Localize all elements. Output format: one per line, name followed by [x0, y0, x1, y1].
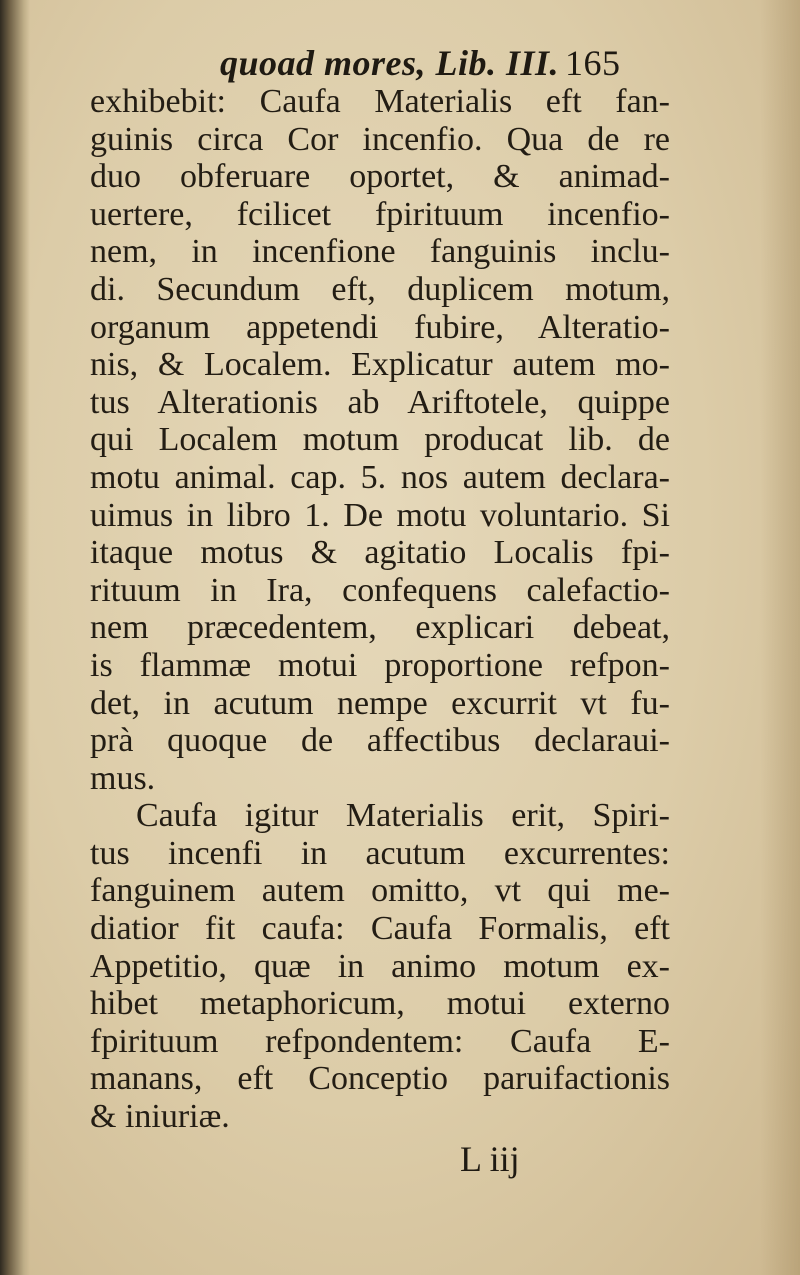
text-line: nem, in incenfione fanguinis inclu- — [90, 233, 670, 271]
text-line: prà quoque de affectibus declaraui- — [90, 722, 670, 760]
text-line: itaque motus & agitatio Localis fpi- — [90, 534, 670, 572]
text-line: is flammæ motui proportione refpon- — [90, 646, 670, 684]
text-line: duo obferuare oportet, & animad- — [90, 158, 670, 196]
text-line: diatior fit caufa: Caufa Formalis, eft — [90, 910, 670, 948]
text-line: det, in acutum nempe excurrit vt fu- — [90, 684, 670, 722]
text-line: di. Secundum eft, duplicem motum, — [90, 270, 670, 308]
signature-mark: L iij — [460, 1139, 520, 1179]
text-line: tus Alterationis ab Ariftotele, quippe — [90, 383, 670, 421]
page-number: 165 — [565, 43, 621, 83]
text-line: qui Localem motum producat lib. de — [90, 421, 670, 459]
text-line: Appetitio, quæ in animo motum ex- — [90, 947, 670, 985]
text-line: & iniuriæ. — [90, 1098, 230, 1136]
running-header — [220, 42, 660, 84]
text-line: nis, & Localem. Explicatur autem mo- — [90, 346, 670, 384]
page-edge-shadow — [760, 0, 800, 1275]
binding-gutter — [0, 0, 30, 1275]
text-line: exhibebit: Caufa Materialis eft fan- — [90, 83, 670, 120]
text-line: fanguinem autem omitto, vt qui me- — [90, 872, 670, 910]
running-title: quoad mores, Lib. III. — [220, 43, 560, 83]
text-line: Caufa igitur Materialis erit, Spiri- — [136, 797, 670, 835]
text-line: mus. — [90, 759, 156, 797]
text-line: nem præcedentem, explicari debeat, — [90, 609, 670, 647]
body-text — [90, 83, 670, 1136]
text-line: organum appetendi fubire, Alteratio- — [90, 308, 670, 346]
text-line: motu animal. cap. 5. nos autem declara- — [90, 458, 670, 496]
text-line: rituum in Ira, confequens calefactio- — [90, 571, 670, 609]
text-line: manans, eft Conceptio paruifactionis — [90, 1060, 670, 1098]
text-line: tus incenfi in acutum excurrentes: — [90, 834, 670, 872]
text-line: fpirituum refpondentem: Caufa E- — [90, 1022, 670, 1060]
text-line: uimus in libro 1. De motu voluntario. Si — [90, 496, 670, 534]
text-line: hibet metaphoricum, motui externo — [90, 985, 670, 1023]
text-line: uertere, fcilicet fpirituum incenfio- — [90, 195, 670, 233]
text-line: guinis circa Cor incenfio. Qua de re — [90, 120, 670, 158]
